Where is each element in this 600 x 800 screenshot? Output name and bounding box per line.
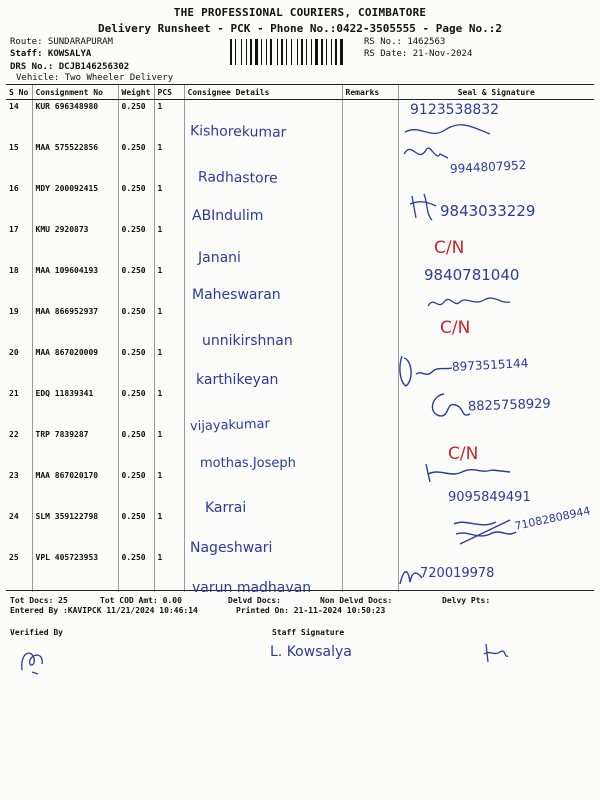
delivered-docs: Delvd Docs: (228, 596, 281, 605)
staff-label: Staff: KOWSALYA (10, 49, 92, 59)
row-remarks (342, 100, 398, 142)
row-signature (398, 223, 594, 264)
row-remarks (342, 428, 398, 469)
col-pcs: PCS (154, 85, 184, 100)
row-remarks (342, 510, 398, 551)
row-sno: 21 (9, 389, 19, 398)
handwritten-name: karthikeyan (196, 372, 279, 388)
cn-mark: C/N (448, 444, 479, 464)
col-consignment: Consignment No (32, 85, 118, 100)
handwritten-name: Nageshwari (190, 540, 273, 556)
row-pcs: 1 (154, 100, 184, 142)
row-sno: 19 (9, 307, 19, 316)
handwritten-name: unnikirshnan (202, 333, 293, 349)
row-sno: 16 (9, 184, 19, 193)
row-pcs: 1 (154, 264, 184, 305)
row-consignment: KMU 2920873 (32, 223, 118, 264)
row-remarks (342, 305, 398, 346)
handwritten-phone: 9123538832 (410, 102, 500, 118)
col-remarks: Remarks (342, 85, 398, 100)
row-pcs: 1 (154, 387, 184, 428)
entered-by: Entered By :KAVIPCK 11/21/2024 10:46:14 (10, 606, 198, 615)
delivery-points: Delvy Pts: (442, 596, 491, 605)
drs-number: DRS No.: DCJB146256302 (10, 62, 130, 72)
handwritten-name: vijayakumar (189, 416, 271, 435)
row-remarks (342, 346, 398, 387)
row-consignment: SLM 359122798 (32, 510, 118, 551)
handwritten-phone: 8825758929 (467, 396, 551, 415)
row-consignment: KUR 696348980 (32, 100, 118, 142)
recipient-signature (424, 388, 474, 422)
printed-on: Printed On: 21-11-2024 10:50:23 (236, 606, 386, 615)
handwritten-phone: 9095849491 (448, 490, 531, 505)
row-sno: 22 (9, 430, 19, 439)
recipient-signature (406, 190, 446, 224)
handwritten-phone: 9944807952 (449, 158, 527, 176)
staff-signature-label: Staff Signature (272, 628, 345, 637)
row-sno: 18 (9, 266, 19, 275)
company-title: THE PROFESSIONAL COURIERS, COIMBATORE (173, 6, 427, 19)
row-weight: 0.250 (118, 551, 154, 592)
rs-number: RS No.: 1462563 (364, 37, 446, 47)
handwritten-name: Radhastore (197, 169, 278, 187)
row-remarks (342, 141, 398, 182)
handwritten-name: ABIndulim (192, 208, 264, 224)
vehicle-label: Vehicle: Two Wheeler Delivery (16, 73, 174, 83)
col-seal-signature: Seal & Signature (398, 85, 594, 100)
recipient-signature (424, 292, 514, 314)
row-pcs: 1 (154, 305, 184, 346)
handwritten-phone: 9840781040 (424, 266, 520, 284)
row-consignment: VPL 405723953 (32, 551, 118, 592)
verifier-signature (16, 644, 50, 678)
row-weight: 0.250 (118, 469, 154, 510)
handwritten-name: mothas.Joseph (200, 456, 296, 471)
row-weight: 0.250 (118, 223, 154, 264)
handwritten-phone: 71082808944 (513, 504, 592, 533)
row-weight: 0.250 (118, 305, 154, 346)
row-sno: 14 (9, 102, 19, 111)
row-weight: 0.250 (118, 264, 154, 305)
row-sno: 24 (9, 512, 19, 521)
row-weight: 0.250 (118, 182, 154, 223)
barcode (230, 39, 355, 65)
row-weight: 0.250 (118, 387, 154, 428)
table-row (6, 223, 594, 264)
row-consignment: MAA 109604193 (32, 264, 118, 305)
handwritten-name: Kishorekumar (189, 123, 287, 141)
handwritten-name: varun madhavan (192, 580, 312, 596)
rs-date: RS Date: 21-Nov-2024 (364, 49, 473, 59)
row-weight: 0.250 (118, 100, 154, 142)
row-pcs: 1 (154, 469, 184, 510)
row-sno: 23 (9, 471, 19, 480)
row-remarks (342, 264, 398, 305)
row-consignment: MDY 200092415 (32, 182, 118, 223)
row-weight: 0.250 (118, 510, 154, 551)
recipient-signature (396, 564, 426, 588)
recipient-signature (400, 120, 510, 170)
staff-initial-signature (480, 640, 510, 668)
handwritten-phone: 9843033229 (440, 202, 536, 220)
row-sno: 15 (9, 143, 19, 152)
row-pcs: 1 (154, 223, 184, 264)
handwritten-phone: 720019978 (420, 566, 495, 581)
row-remarks (342, 182, 398, 223)
handwritten-name: Janani (198, 250, 241, 266)
row-pcs: 1 (154, 510, 184, 551)
row-pcs: 1 (154, 428, 184, 469)
col-sno: S No (6, 85, 32, 100)
row-pcs: 1 (154, 182, 184, 223)
row-remarks (342, 223, 398, 264)
col-weight: Weight (118, 85, 154, 100)
row-weight: 0.250 (118, 428, 154, 469)
handwritten-name: Maheswaran (192, 287, 281, 303)
row-remarks (342, 469, 398, 510)
handwritten-phone: 8973515144 (451, 356, 529, 374)
row-weight: 0.250 (118, 346, 154, 387)
total-docs: Tot Docs: 25 (10, 596, 68, 605)
recipient-signature (450, 514, 520, 550)
row-remarks (342, 387, 398, 428)
row-pcs: 1 (154, 346, 184, 387)
row-pcs: 1 (154, 141, 184, 182)
verified-by-label: Verified By (10, 628, 63, 637)
row-consignment: MAA 867020009 (32, 346, 118, 387)
row-consignment: MAA 575522856 (32, 141, 118, 182)
row-sno: 25 (9, 553, 19, 562)
total-cod-amount: Tot COD Amt: 0.00 (100, 596, 182, 605)
row-sno: 20 (9, 348, 19, 357)
cn-mark: C/N (434, 238, 465, 258)
handwritten-name: Karrai (205, 500, 247, 516)
cn-mark: C/N (440, 318, 471, 338)
non-delivered-docs: Non Delvd Docs: (320, 596, 393, 605)
row-pcs: 1 (154, 551, 184, 592)
route-label: Route: SUNDARAPURAM (10, 37, 113, 47)
row-consignment: EDQ 11839341 (32, 387, 118, 428)
recipient-signature (396, 350, 456, 390)
row-weight: 0.250 (118, 141, 154, 182)
row-remarks (342, 551, 398, 592)
row-consignment: TRP 7839287 (32, 428, 118, 469)
row-consignment: MAA 866952937 (32, 305, 118, 346)
row-consignment: MAA 867020170 (32, 469, 118, 510)
runsheet-subtitle: Delivery Runsheet - PCK - Phone No.:0422-3505555 - Page No.:2 (98, 22, 502, 35)
table-header-row (6, 85, 594, 100)
recipient-signature (420, 460, 520, 486)
col-consignee: Consignee Details (184, 85, 342, 100)
staff-handwritten-signature: L. Kowsalya (270, 644, 352, 660)
row-sno: 17 (9, 225, 19, 234)
